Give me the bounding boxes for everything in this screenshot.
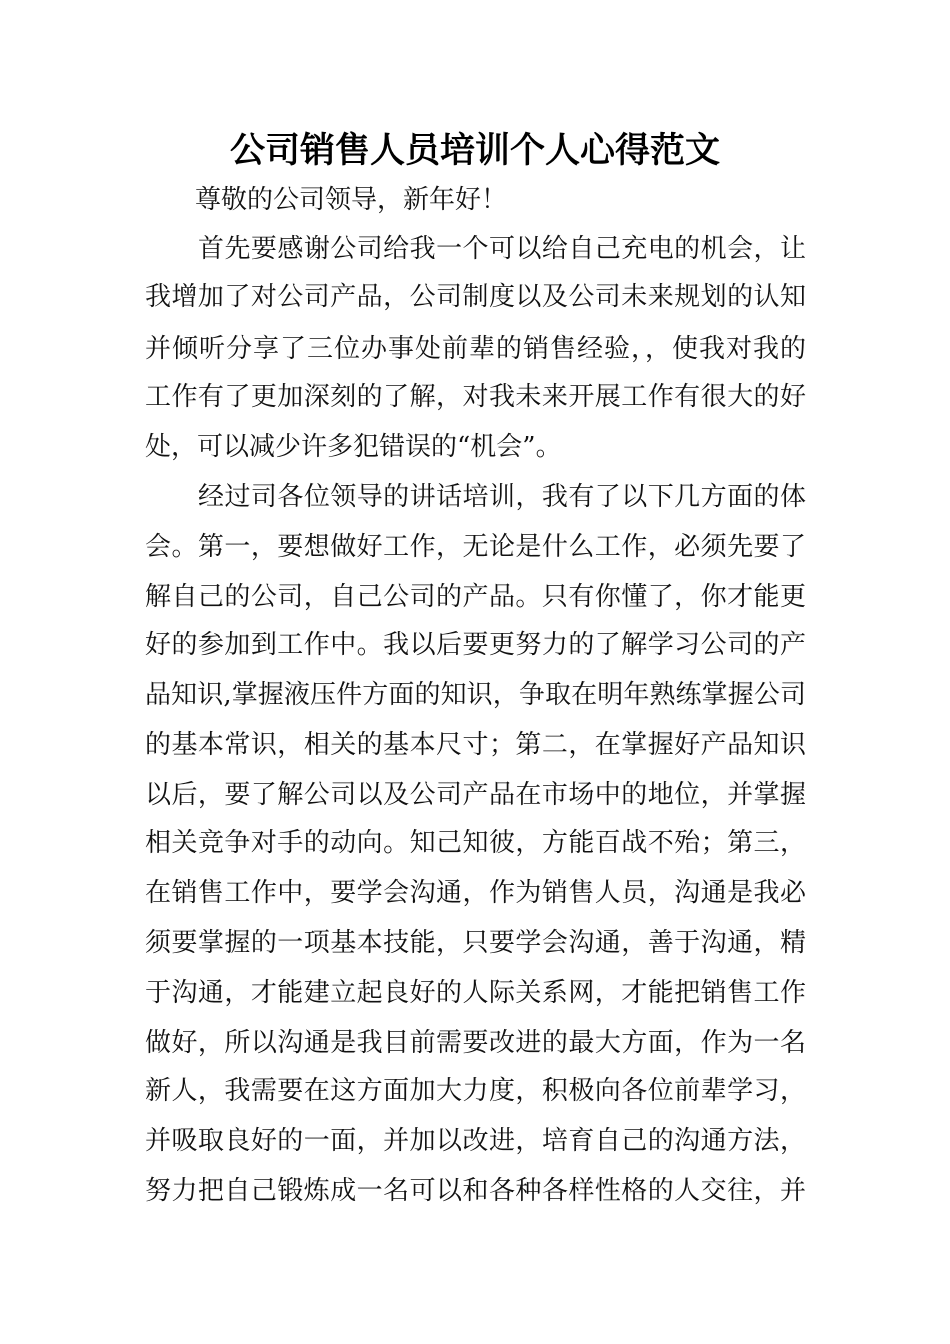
paragraph-2-line-5: 品知识,掌握液压件方面的知识，争取在明年熟练掌握公司 <box>145 680 806 710</box>
paragraph-1-line-2: 我增加了对公司产品，公司制度以及公司未来规划的认知 <box>145 282 806 312</box>
paragraph-2-line-12: 做好，所以沟通是我目前需要改进的最大方面，作为一名 <box>145 1028 806 1058</box>
paragraph-2-line-13: 新人，我需要在这方面加大力度，积极向各位前辈学习， <box>145 1076 806 1106</box>
document-title: 公司销售人员培训个人心得范文 <box>229 131 720 171</box>
paragraph-2-line-15: 努力把自己锻炼成一名可以和各种各样性格的人交往，并 <box>145 1176 806 1206</box>
paragraph-2-line-1: 经过司各位领导的讲话培训，我有了以下几方面的体 <box>198 482 806 512</box>
paragraph-1-line-1: 首先要感谢公司给我一个可以给自己充电的机会，让 <box>198 234 806 264</box>
paragraph-1-line-3: 并倾听分享了三位办事处前辈的销售经验，，使我对我的 <box>145 334 806 364</box>
paragraph-2-line-7: 以后，要了解公司以及公司产品在市场中的地位，并掌握 <box>145 780 806 810</box>
paragraph-1-line-4: 工作有了更加深刻的了解，对我未来开展工作有很大的好 <box>145 382 806 412</box>
paragraph-2-line-2: 会。第一，要想做好工作，无论是什么工作，必须先要了 <box>145 532 806 562</box>
paragraph-2-line-14: 并吸取良好的一面，并加以改进，培育自己的沟通方法， <box>145 1126 806 1156</box>
paragraph-2-line-8: 相关竞争对手的动向。知己知彼，方能百战不殆；第三， <box>145 828 806 858</box>
paragraph-2-line-4: 好的参加到工作中。我以后要更努力的了解学习公司的产 <box>145 630 806 660</box>
paragraph-2-line-3: 解自己的公司，自己公司的产品。只有你懂了，你才能更 <box>145 582 806 612</box>
greeting-line: 尊敬的公司领导，新年好！ <box>195 185 508 215</box>
paragraph-2-line-10: 须要掌握的一项基本技能，只要学会沟通，善于沟通，精 <box>145 928 806 958</box>
paragraph-1-line-5: 处，可以减少许多犯错误的“机会”。 <box>145 432 562 462</box>
paragraph-2-line-11: 于沟通，才能建立起良好的人际关系网，才能把销售工作 <box>145 978 806 1008</box>
paragraph-2-line-9: 在销售工作中，要学会沟通，作为销售人员，沟通是我必 <box>145 878 806 908</box>
paragraph-2-line-6: 的基本常识，相关的基本尺寸；第二，在掌握好产品知识 <box>145 730 806 760</box>
